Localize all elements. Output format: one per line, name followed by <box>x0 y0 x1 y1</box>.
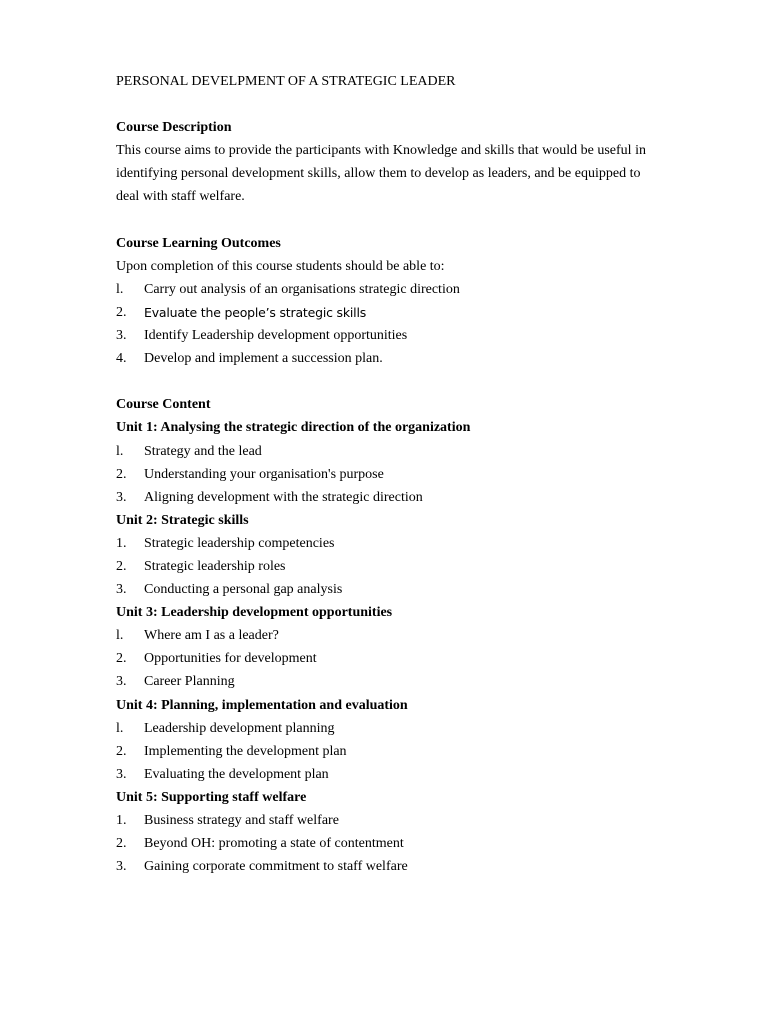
document-content <box>116 70 676 878</box>
item-number: 3. <box>116 674 127 690</box>
unit-item <box>116 578 676 601</box>
item-text: Gaining corporate commitment to staff welfare <box>144 859 408 875</box>
item-number: l. <box>116 281 124 297</box>
item-text: Conducting a personal gap analysis <box>144 582 343 598</box>
item-text: Strategy and the lead <box>144 443 262 459</box>
outcome-item <box>116 278 676 301</box>
unit-item <box>116 717 676 740</box>
item-number: 2. <box>116 304 127 320</box>
unit-item <box>116 832 676 855</box>
document-title: PERSONAL DEVELPMENT OF A STRATEGIC LEADER <box>116 74 456 89</box>
item-text: Identify Leadership development opportunities <box>144 328 408 344</box>
unit-item <box>116 647 676 670</box>
item-number: 1. <box>116 813 127 828</box>
item-number: 3. <box>116 766 127 782</box>
item-number: l. <box>116 443 124 459</box>
item-number: 2. <box>116 651 127 667</box>
unit-item <box>116 624 676 647</box>
unit-item <box>116 670 676 693</box>
description-line: deal with staff welfare. <box>116 189 245 205</box>
unit-item <box>116 809 676 832</box>
item-text: Aligning development with the strategic direction <box>144 489 423 505</box>
item-number: 4. <box>116 351 127 367</box>
item-text: Strategic leadership roles <box>144 558 286 574</box>
item-number: 3. <box>116 859 127 875</box>
item-text: Evaluating the development plan <box>144 766 329 782</box>
unit-item <box>116 486 676 509</box>
description-line: identifying personal development skills, allow them to develop as leaders, and be equipped to <box>116 166 641 182</box>
description-line: This course aims to provide the participants with Knowledge and skills that would be useful in <box>116 143 646 159</box>
item-text: Develop and implement a succession plan. <box>144 351 383 367</box>
item-text: Carry out analysis of an organisations strategic direction <box>144 281 460 297</box>
course-description-heading: Course Description <box>116 120 232 136</box>
item-number: 2. <box>116 558 127 574</box>
outcome-item <box>116 324 676 347</box>
outcome-item <box>116 301 676 324</box>
item-number: 3. <box>116 489 127 505</box>
item-text: Evaluate the people’s strategic skills <box>144 304 367 320</box>
item-number: 2. <box>116 466 127 482</box>
item-text: Beyond OH: promoting a state of contentment <box>144 836 404 852</box>
item-text: Career Planning <box>144 674 235 690</box>
item-number: 2. <box>116 743 127 759</box>
item-number: l. <box>116 628 124 644</box>
unit-title: Unit 3: Leadership development opportunities <box>116 605 393 621</box>
learning-outcomes-heading: Course Learning Outcomes <box>116 235 281 251</box>
unit-title: Unit 5: Supporting staff welfare <box>116 789 307 805</box>
item-number: 3. <box>116 328 127 344</box>
item-text: Opportunities for development <box>144 651 317 667</box>
item-number: 3. <box>116 582 127 598</box>
item-text: Implementing the development plan <box>144 743 347 759</box>
unit-title: Unit 4: Planning, implementation and evaluation <box>116 697 408 713</box>
item-text: Business strategy and staff welfare <box>144 813 339 828</box>
item-text: Leadership development planning <box>144 720 335 736</box>
unit-title: Unit 2: Strategic skills <box>116 512 249 528</box>
outcome-item <box>116 347 676 370</box>
unit-item <box>116 440 676 463</box>
unit-title: Unit 1: Analysing the strategic direction of the organization <box>116 420 471 436</box>
unit-item <box>116 855 676 878</box>
item-text: Understanding your organisation's purpose <box>144 466 384 482</box>
item-text: Strategic leadership competencies <box>144 535 335 551</box>
item-text: Where am I as a leader? <box>144 628 279 644</box>
learning-outcomes-intro: Upon completion of this course students should be able to: <box>116 258 445 274</box>
item-number: 1. <box>116 535 127 551</box>
unit-item <box>116 532 676 555</box>
item-number: l. <box>116 720 124 736</box>
unit-item <box>116 463 676 486</box>
unit-item <box>116 740 676 763</box>
unit-item <box>116 763 676 786</box>
course-content-heading: Course Content <box>116 397 211 413</box>
unit-item <box>116 555 676 578</box>
item-number: 2. <box>116 836 127 852</box>
